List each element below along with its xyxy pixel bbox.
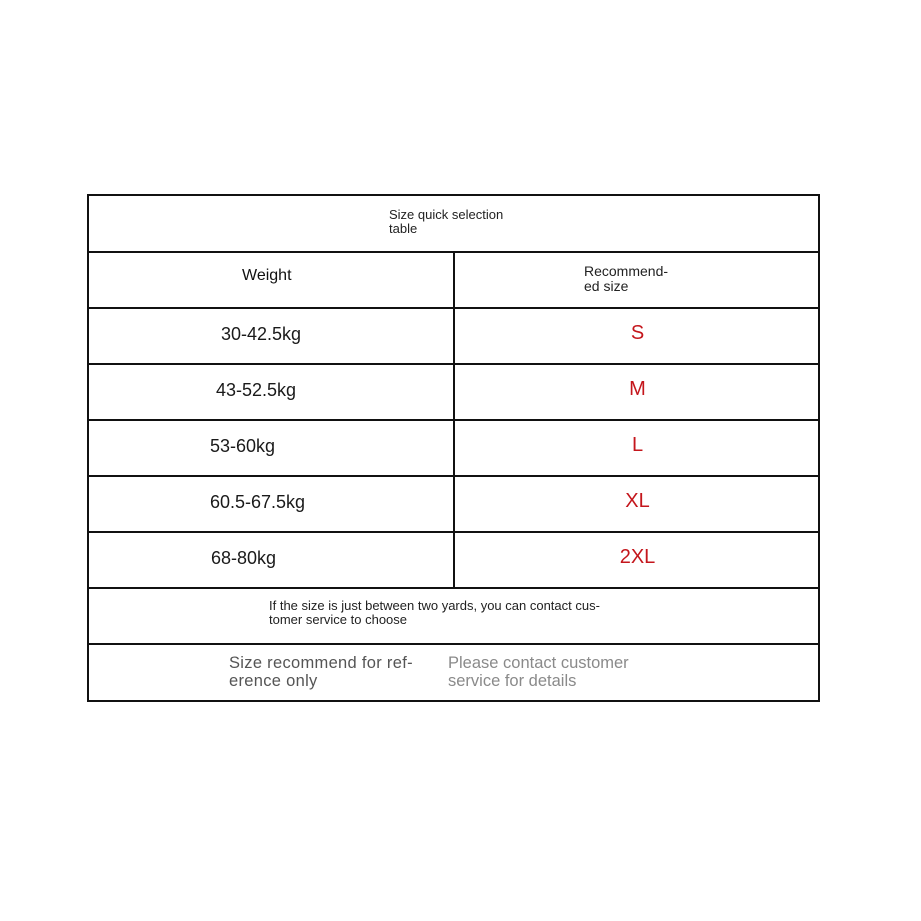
table-row [89,309,818,365]
size-cell [455,477,820,531]
weight-header-cell [89,253,455,307]
note-cell [89,589,818,643]
table-title-cell [89,196,818,251]
size-quick-selection-table [87,194,820,702]
weight-cell [89,421,455,475]
size-cell [455,533,820,587]
table-header-row [89,253,818,309]
weight-cell [89,365,455,419]
table-row [89,533,818,589]
size-cell [455,309,820,363]
weight-value: 30-42.5kg [221,324,302,344]
size-value: XL [625,490,650,512]
footer-reference-note: Size recommend for ref- erence only [229,654,413,690]
weight-value: 43-52.5kg [216,380,297,400]
table-title-row [89,196,818,253]
footer-contact-note: Please contact customer service for details [448,654,629,690]
weight-cell [89,309,455,363]
weight-cell [89,533,455,587]
table-row [89,421,818,477]
weight-value: 60.5-67.5kg [210,492,306,512]
weight-value: 68-80kg [211,548,277,568]
footer-cell [89,645,818,700]
weight-header: Weight [242,267,292,284]
table-row [89,477,818,533]
size-value: L [631,434,644,456]
table-row [89,365,818,421]
table-footer-row [89,645,818,700]
table-title: Size quick selection table [389,207,504,237]
weight-value: 53-60kg [210,436,276,456]
weight-cell [89,477,455,531]
size-note: If the size is just between two yards, you can contact cus- tomer service to choose [269,598,600,628]
size-header: Recommend- ed size [584,263,669,295]
size-header-cell [455,253,820,307]
size-value: M [629,378,646,400]
size-cell [455,421,820,475]
size-value: 2XL [619,546,656,568]
table-note-row [89,589,818,645]
size-cell [455,365,820,419]
size-value: S [630,322,645,344]
